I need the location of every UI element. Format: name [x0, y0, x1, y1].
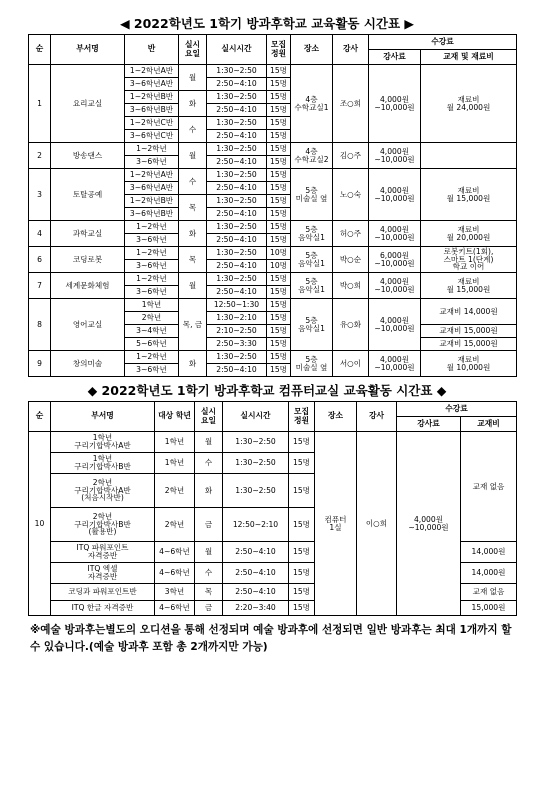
capacity: 15명	[267, 299, 291, 312]
day: 수	[195, 563, 223, 584]
department-name: 2학년 구리기합박사A반 (처음시작반)	[51, 474, 155, 508]
time: 2:50~4:10	[207, 104, 267, 117]
row-number: 10	[29, 432, 51, 616]
header2-material: 교재비	[461, 417, 517, 432]
place: 5층 음악실1	[291, 273, 333, 299]
department-name: 코딩과 파워포인트반	[51, 584, 155, 601]
grade: 1학년	[155, 453, 195, 474]
class-name: 1~2학년	[125, 143, 179, 156]
department-name: 요리교실	[51, 65, 125, 143]
class-name: 5~6학년	[125, 338, 179, 351]
header-tuition: 강사료	[369, 50, 421, 65]
time: 1:30~2:50	[207, 195, 267, 208]
class-name: 3~6학년	[125, 234, 179, 247]
department-name: 1학년 구리기합박사B반	[51, 453, 155, 474]
header2-teacher: 강사	[357, 402, 397, 432]
capacity: 15명	[289, 453, 315, 474]
header2-time: 실시시간	[223, 402, 289, 432]
capacity: 10명	[267, 247, 291, 260]
teacher: 유○화	[333, 299, 369, 351]
class-name: 1~2학년	[125, 247, 179, 260]
time: 2:50~4:10	[207, 364, 267, 377]
row-number: 3	[29, 169, 51, 221]
place: 5층 미술실 옆	[291, 351, 333, 377]
header2-dept: 부서명	[51, 402, 155, 432]
time: 1:30~2:50	[207, 117, 267, 130]
class-name: 1학년	[125, 299, 179, 312]
time: 2:10~2:50	[207, 325, 267, 338]
time: 2:50~4:10	[207, 260, 267, 273]
capacity: 15명	[289, 508, 315, 542]
capacity: 15명	[289, 563, 315, 584]
tuition: 4,000원 ~10,000원	[397, 432, 461, 616]
tuition: 4,000원 ~10,000원	[369, 169, 421, 221]
time: 2:50~4:10	[223, 584, 289, 601]
capacity: 15명	[267, 364, 291, 377]
header-row-2	[29, 402, 517, 417]
tuition: 6,000원 ~10,000원	[369, 247, 421, 273]
time: 2:50~4:10	[207, 130, 267, 143]
capacity: 15명	[289, 542, 315, 563]
time: 2:50~4:10	[223, 563, 289, 584]
time: 1:30~2:50	[223, 474, 289, 508]
capacity: 15명	[267, 143, 291, 156]
time: 1:30~2:50	[207, 221, 267, 234]
capacity: 15명	[267, 325, 291, 338]
material-fee	[421, 143, 517, 169]
tuition: 4,000원 ~10,000원	[369, 299, 421, 351]
row-number: 6	[29, 247, 51, 273]
day: 목, 금	[179, 299, 207, 351]
time: 12:50~2:10	[223, 508, 289, 542]
class-name: 3~6학년A반	[125, 182, 179, 195]
department-name: ITQ 파워포인트 자격증반	[51, 542, 155, 563]
material-fee: 재료비 월 10,000원	[421, 351, 517, 377]
material-fee: 14,000원	[461, 563, 517, 584]
time: 1:30~2:50	[223, 453, 289, 474]
material-fee: 교재 없음	[461, 584, 517, 601]
place: 4층 수학교실1	[291, 65, 333, 143]
grade: 1학년	[155, 432, 195, 453]
day: 목	[179, 247, 207, 273]
grade: 4~6학년	[155, 601, 195, 616]
row-number: 2	[29, 143, 51, 169]
tuition: 4,000원 ~10,000원	[369, 273, 421, 299]
header-time: 실시시간	[207, 35, 267, 65]
capacity: 15명	[267, 208, 291, 221]
capacity: 15명	[267, 91, 291, 104]
class-name: 3~6학년A반	[125, 78, 179, 91]
time: 12:50~1:30	[207, 299, 267, 312]
class-name: 1~2학년A반	[125, 169, 179, 182]
day: 수	[179, 117, 207, 143]
capacity: 15명	[267, 117, 291, 130]
place: 5층 음악실1	[291, 221, 333, 247]
row-number: 9	[29, 351, 51, 377]
row-number: 7	[29, 273, 51, 299]
department-name: 2학년 구리기합박사B반 (활용반)	[51, 508, 155, 542]
grade: 2학년	[155, 474, 195, 508]
table-row	[29, 432, 517, 453]
header2-capacity: 모집 정원	[289, 402, 315, 432]
capacity: 15명	[267, 182, 291, 195]
time: 1:30~2:50	[207, 91, 267, 104]
header-teacher: 강사	[333, 35, 369, 65]
grade: 4~6학년	[155, 563, 195, 584]
day: 화	[179, 351, 207, 377]
day: 월	[195, 432, 223, 453]
table-row	[29, 247, 517, 260]
class-name: 1~2학년C반	[125, 117, 179, 130]
department-name: 영어교실	[51, 299, 125, 351]
material-fee: 재료비 월 15,000원	[421, 169, 517, 221]
place: 5층 음악실1	[291, 299, 333, 351]
teacher: 이○희	[357, 432, 397, 616]
row-number: 4	[29, 221, 51, 247]
material-fee: 재료비 월 20,000원	[421, 221, 517, 247]
class-name: 1~2학년B반	[125, 195, 179, 208]
teacher: 김○주	[333, 143, 369, 169]
department-name: 방송댄스	[51, 143, 125, 169]
place: 컴퓨터 1실	[315, 432, 357, 616]
class-name: 3~4학년	[125, 325, 179, 338]
capacity: 15명	[267, 65, 291, 78]
time: 2:50~4:10	[207, 156, 267, 169]
capacity: 15명	[267, 312, 291, 325]
capacity: 15명	[267, 286, 291, 299]
row-number: 1	[29, 65, 51, 143]
class-name: 2학년	[125, 312, 179, 325]
capacity: 10명	[267, 260, 291, 273]
header2-no: 순	[29, 402, 51, 432]
day: 월	[179, 273, 207, 299]
time: 2:50~4:10	[207, 286, 267, 299]
day: 금	[195, 601, 223, 616]
header-dept: 부서명	[51, 35, 125, 65]
day: 화	[179, 221, 207, 247]
capacity: 15명	[267, 351, 291, 364]
department-name: ITQ 엑셀 자격증반	[51, 563, 155, 584]
time: 1:30~2:50	[207, 273, 267, 286]
day: 화	[195, 474, 223, 508]
time: 2:50~3:30	[207, 338, 267, 351]
header-capacity: 모집 정원	[267, 35, 291, 65]
teacher: 허○주	[333, 221, 369, 247]
time: 1:30~2:50	[207, 351, 267, 364]
header2-tuition: 강사료	[397, 417, 461, 432]
teacher: 조○희	[333, 65, 369, 143]
capacity: 15명	[289, 601, 315, 616]
department-name: 창의미술	[51, 351, 125, 377]
capacity: 15명	[267, 78, 291, 91]
header-place: 장소	[291, 35, 333, 65]
day: 화	[179, 91, 207, 117]
timetable-title: ◀ 2022학년도 1학기 방과후학교 교육활동 시간표 ▶	[119, 16, 415, 31]
material-fee: 15,000원	[461, 601, 517, 616]
teacher: 박○순	[333, 247, 369, 273]
class-name: 1~2학년	[125, 351, 179, 364]
activity-timetable	[28, 34, 517, 377]
day: 월	[195, 542, 223, 563]
department-name: 코딩로봇	[51, 247, 125, 273]
capacity: 15명	[267, 195, 291, 208]
capacity: 15명	[289, 474, 315, 508]
department-name: 1학년 구리기합박사A반	[51, 432, 155, 453]
class-name: 3~6학년	[125, 286, 179, 299]
capacity: 15명	[289, 432, 315, 453]
capacity: 15명	[267, 221, 291, 234]
table-row	[29, 143, 517, 156]
class-name: 1~2학년	[125, 273, 179, 286]
grade: 3학년	[155, 584, 195, 601]
tuition: 4,000원 ~10,000원	[369, 143, 421, 169]
place: 5층 음악실1	[291, 247, 333, 273]
row-number: 8	[29, 299, 51, 351]
capacity: 15명	[267, 130, 291, 143]
teacher: 박○희	[333, 273, 369, 299]
time: 2:50~4:10	[207, 234, 267, 247]
table-row	[29, 351, 517, 364]
header-no: 순	[29, 35, 51, 65]
table-row	[29, 65, 517, 78]
department-name: 세계문화체험	[51, 273, 125, 299]
class-name: 3~6학년B반	[125, 208, 179, 221]
class-name: 1~2학년B반	[125, 91, 179, 104]
material-fee: 재료비 월 15,000원	[421, 273, 517, 299]
material-fee: 교재비 15,000원	[421, 325, 517, 338]
material-fee: 재료비 월 24,000원	[421, 65, 517, 143]
header2-day: 실시 요일	[195, 402, 223, 432]
capacity: 15명	[267, 156, 291, 169]
class-name: 3~6학년	[125, 156, 179, 169]
material-fee: 로봇키트(1회), 스마트 1(단계) 학교 이어	[421, 247, 517, 273]
capacity: 15명	[267, 273, 291, 286]
header-day: 실시 요일	[179, 35, 207, 65]
tuition: 4,000원 ~10,000원	[369, 221, 421, 247]
header-fee: 수강료	[369, 35, 517, 50]
place: 4층 수학교실2	[291, 143, 333, 169]
class-name: 3~6학년	[125, 260, 179, 273]
grade: 2학년	[155, 508, 195, 542]
time: 2:20~3:40	[223, 601, 289, 616]
department-name: ITQ 한글 자격증반	[51, 601, 155, 616]
grade: 4~6학년	[155, 542, 195, 563]
table-row	[29, 299, 517, 312]
header-row	[29, 35, 517, 50]
teacher: 서○이	[333, 351, 369, 377]
class-name: 1~2학년	[125, 221, 179, 234]
day: 월	[179, 143, 207, 169]
tuition: 4,000원 ~10,000원	[369, 351, 421, 377]
day: 월	[179, 65, 207, 91]
header-material: 교재 및 재료비	[421, 50, 517, 65]
day: 금	[195, 508, 223, 542]
computer-timetable-title: ◆ 2022학년도 1학기 방과후학교 컴퓨터교실 교육활동 시간표 ◆	[87, 383, 447, 398]
day: 목	[179, 195, 207, 221]
table-row	[29, 169, 517, 182]
time: 1:30~2:50	[207, 65, 267, 78]
time: 2:50~4:10	[207, 78, 267, 91]
time: 2:50~4:10	[223, 542, 289, 563]
footnote: ※예술 방과후는별도의 오디션을 통해 선정되며 예술 방과후에 선정되면 일반 방과후는 최대 1개까지 할 수 있습니다.(예술 방과후 포함 총 2개까지만 가능)	[30, 624, 512, 653]
time: 2:50~4:10	[207, 182, 267, 195]
day: 목	[195, 584, 223, 601]
place: 5층 미술실 옆	[291, 169, 333, 221]
time: 1:30~2:50	[207, 143, 267, 156]
class-name: 3~6학년C반	[125, 130, 179, 143]
time: 1:30~2:50	[207, 247, 267, 260]
capacity: 15명	[289, 584, 315, 601]
header2-place: 장소	[315, 402, 357, 432]
department-name: 토탈공예	[51, 169, 125, 221]
capacity: 15명	[267, 104, 291, 117]
tuition: 4,000원 ~10,000원	[369, 65, 421, 143]
day: 수	[195, 453, 223, 474]
computer-timetable	[28, 401, 517, 616]
time: 1:30~2:50	[207, 169, 267, 182]
time: 1:30~2:50	[223, 432, 289, 453]
time: 1:30~2:10	[207, 312, 267, 325]
material-fee: 교재비 15,000원	[421, 338, 517, 351]
capacity: 15명	[267, 234, 291, 247]
material-fee: 교재 없음	[461, 432, 517, 542]
department-name: 과학교실	[51, 221, 125, 247]
table-row	[29, 273, 517, 286]
capacity: 15명	[267, 338, 291, 351]
table-row	[29, 221, 517, 234]
class-name: 3~6학년	[125, 364, 179, 377]
header2-grade: 대상 학년	[155, 402, 195, 432]
capacity: 15명	[267, 169, 291, 182]
time: 2:50~4:10	[207, 208, 267, 221]
class-name: 3~6학년B반	[125, 104, 179, 117]
header2-fee: 수강료	[397, 402, 517, 417]
material-fee: 교재비 14,000원	[421, 299, 517, 325]
class-name: 1~2학년A반	[125, 65, 179, 78]
teacher: 노○숙	[333, 169, 369, 221]
header-class: 반	[125, 35, 179, 65]
day: 수	[179, 169, 207, 195]
material-fee: 14,000원	[461, 542, 517, 563]
